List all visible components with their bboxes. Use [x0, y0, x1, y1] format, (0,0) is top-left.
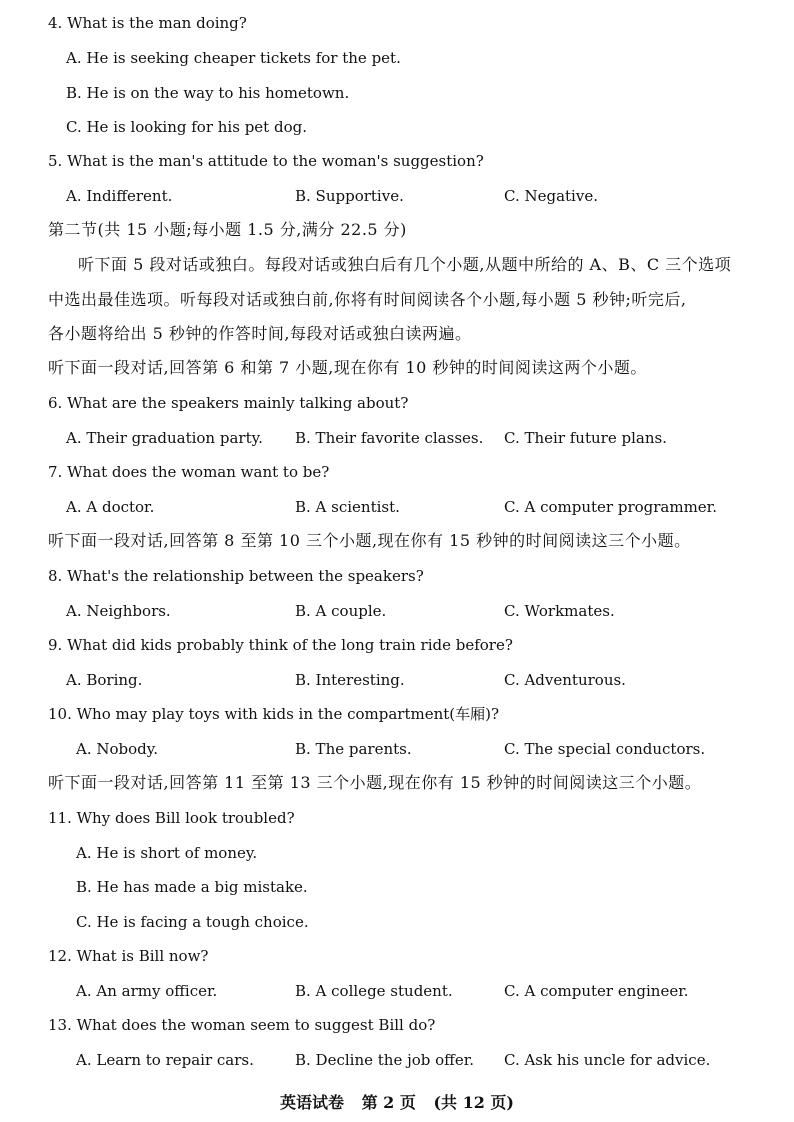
question-12: 12. What is Bill now? [48, 947, 209, 965]
question-7-option-b: B. A scientist. [295, 498, 400, 516]
question-4-option-b: B. He is on the way to his hometown. [66, 84, 350, 102]
question-8-option-c: C. Workmates. [504, 602, 615, 620]
dialogue-intro-3: 听下面一段对话,回答第 11 至第 13 三个小题,现在你有 15 秒钟的时间阅读这三个小题。 [48, 773, 702, 792]
section-2-instructions-line-2: 中选出最佳选项。听每段对话或独白前,你将有时间阅读各个小题,每小题 5 秒钟;听完后, [48, 290, 687, 309]
question-5-option-c: C. Negative. [504, 187, 598, 205]
footer-total-pages: (共 12 页) [433, 1093, 514, 1112]
page-footer [0, 1090, 794, 1113]
question-11-option-c: C. He is facing a tough choice. [76, 913, 309, 931]
question-9: 9. What did kids probably think of the long train ride before? [48, 636, 513, 654]
question-12-option-b: B. A college student. [295, 982, 453, 1000]
question-4: 4. What is the man doing? [48, 14, 247, 32]
question-11: 11. Why does Bill look troubled? [48, 809, 295, 827]
question-11-option-b: B. He has made a big mistake. [76, 878, 308, 896]
question-13-option-c: C. Ask his uncle for advice. [504, 1051, 711, 1069]
question-7-option-c: C. A computer programmer. [504, 498, 717, 516]
question-12-option-c: C. A computer engineer. [504, 982, 689, 1000]
question-6: 6. What are the speakers mainly talking about? [48, 394, 409, 412]
question-12-option-a: A. An army officer. [76, 982, 218, 1000]
question-7: 7. What does the woman want to be? [48, 463, 330, 481]
question-10: 10. Who may play toys with kids in the compartment(车厢)? [48, 705, 500, 723]
question-4-option-a: A. He is seeking cheaper tickets for the pet. [66, 49, 401, 67]
question-10-option-c: C. The special conductors. [504, 740, 706, 758]
question-13-option-a: A. Learn to repair cars. [76, 1051, 254, 1069]
question-5-option-b: B. Supportive. [295, 187, 404, 205]
question-6-option-b: B. Their favorite classes. [295, 429, 484, 447]
question-10-option-b: B. The parents. [295, 740, 412, 758]
question-8-option-b: B. A couple. [295, 602, 387, 620]
question-4-option-c: C. He is looking for his pet dog. [66, 118, 307, 136]
question-9-option-a: A. Boring. [66, 671, 143, 689]
dialogue-intro-2: 听下面一段对话,回答第 8 至第 10 三个小题,现在你有 15 秒钟的时间阅读这三个小题。 [48, 531, 691, 550]
footer-page-number: 第 2 页 [361, 1093, 416, 1112]
question-13-option-b: B. Decline the job offer. [295, 1051, 475, 1069]
section-2-title: 第二节(共 15 小题;每小题 1.5 分,满分 22.5 分) [48, 220, 407, 239]
dialogue-intro-1: 听下面一段对话,回答第 6 和第 7 小题,现在你有 10 秒钟的时间阅读这两个小题。 [48, 358, 647, 377]
question-5-option-a: A. Indifferent. [66, 187, 173, 205]
question-5: 5. What is the man's attitude to the woman's suggestion? [48, 152, 484, 170]
question-8-option-a: A. Neighbors. [66, 602, 171, 620]
question-6-option-a: A. Their graduation party. [66, 429, 263, 447]
question-6-option-c: C. Their future plans. [504, 429, 667, 447]
question-9-option-b: B. Interesting. [295, 671, 405, 689]
question-10-option-a: A. Nobody. [76, 740, 159, 758]
section-2-instructions-line-1: 听下面 5 段对话或独白。每段对话或独白后有几个小题,从题中所给的 A、B、C 三个选项 [78, 255, 732, 274]
question-7-option-a: A. A doctor. [66, 498, 155, 516]
question-9-option-c: C. Adventurous. [504, 671, 626, 689]
section-2-instructions-line-3: 各小题将给出 5 秒钟的作答时间,每段对话或独白读两遍。 [48, 324, 472, 343]
footer-subject: 英语试卷 [279, 1093, 344, 1112]
question-8: 8. What's the relationship between the speakers? [48, 567, 424, 585]
question-13: 13. What does the woman seem to suggest Bill do? [48, 1016, 436, 1034]
question-11-option-a: A. He is short of money. [76, 844, 258, 862]
